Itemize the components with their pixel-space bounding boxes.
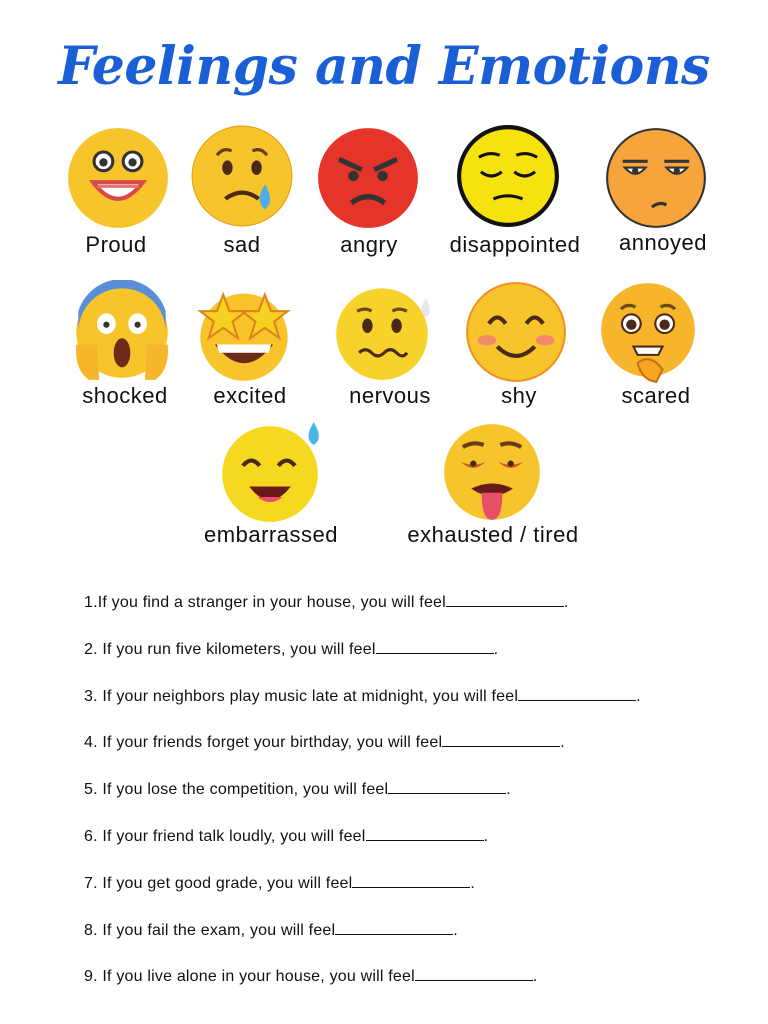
question-text: 9. If you live alone in your house, you will feel xyxy=(84,968,415,986)
emotion-label: nervous xyxy=(349,383,431,408)
answer-blank[interactable] xyxy=(352,873,470,888)
angry-face-icon xyxy=(316,126,420,230)
sweat-smile-face-icon xyxy=(218,420,322,524)
pleading-face-icon xyxy=(596,280,700,384)
answer-blank[interactable] xyxy=(442,732,560,747)
smiling-blush-face-icon xyxy=(464,280,568,384)
question-period: . xyxy=(470,874,476,892)
question-period: . xyxy=(563,594,569,611)
emotion-label: Proud xyxy=(85,232,147,257)
question-list xyxy=(84,592,744,1013)
question-item xyxy=(84,873,744,920)
question-item xyxy=(84,920,744,967)
question-period: . xyxy=(532,968,538,986)
question-text: 6. If your friend talk loudly, you will feel xyxy=(84,827,366,845)
screaming-face-icon xyxy=(70,280,174,384)
answer-blank[interactable] xyxy=(335,920,453,935)
question-text: 1.If you find a stranger in your house, you will feel xyxy=(84,594,446,611)
answer-blank[interactable] xyxy=(366,826,484,841)
question-text: 8. If you fail the exam, you will feel xyxy=(84,921,336,939)
page-title: Feelings and Emotions xyxy=(58,36,710,97)
answer-blank[interactable] xyxy=(446,592,564,607)
answer-blank[interactable] xyxy=(415,966,533,981)
emotion-label: disappointed xyxy=(449,232,581,257)
question-text: 4. If your friends forget your birthday, you will feel xyxy=(84,734,443,752)
question-item xyxy=(84,732,744,779)
question-text: 7. If you get good grade, you will feel xyxy=(84,874,353,892)
answer-blank[interactable] xyxy=(388,779,506,794)
question-text: 3. If your neighbors play music late at midnight, you will feel xyxy=(84,687,519,705)
question-period: . xyxy=(493,640,499,658)
exhausted-face-icon xyxy=(440,420,544,524)
answer-blank[interactable] xyxy=(518,686,636,701)
annoyed-face-icon xyxy=(604,126,708,230)
question-period: . xyxy=(483,827,489,845)
emotion-label: sad xyxy=(223,232,261,257)
question-period: . xyxy=(560,734,565,752)
emotion-label: shocked xyxy=(82,383,168,408)
emotion-label: scared xyxy=(621,383,691,408)
emotion-label: embarrassed xyxy=(204,522,338,547)
crying-face-icon xyxy=(190,124,294,228)
question-text: 5. If you lose the competition, you will feel xyxy=(84,781,389,799)
question-text: 2. If you run five kilometers, you will feel xyxy=(84,640,376,658)
emotion-label: shy xyxy=(501,383,537,408)
question-period: . xyxy=(636,687,641,705)
emotion-label: annoyed xyxy=(619,230,707,255)
question-period: . xyxy=(506,781,511,799)
question-item xyxy=(84,966,744,1013)
question-period: . xyxy=(453,921,458,939)
question-item xyxy=(84,826,744,873)
question-item xyxy=(84,779,744,826)
emotion-label: exhausted / tired xyxy=(407,522,579,547)
question-item xyxy=(84,686,744,733)
question-item xyxy=(84,639,744,686)
star-struck-face-icon xyxy=(192,280,296,384)
emotion-label: excited xyxy=(213,383,287,408)
grinning-face-icon xyxy=(66,126,170,230)
nervous-face-icon xyxy=(330,280,434,384)
question-item xyxy=(84,592,744,639)
disappointed-face-icon xyxy=(456,124,560,228)
emotion-label: angry xyxy=(340,232,398,257)
answer-blank[interactable] xyxy=(376,639,494,654)
